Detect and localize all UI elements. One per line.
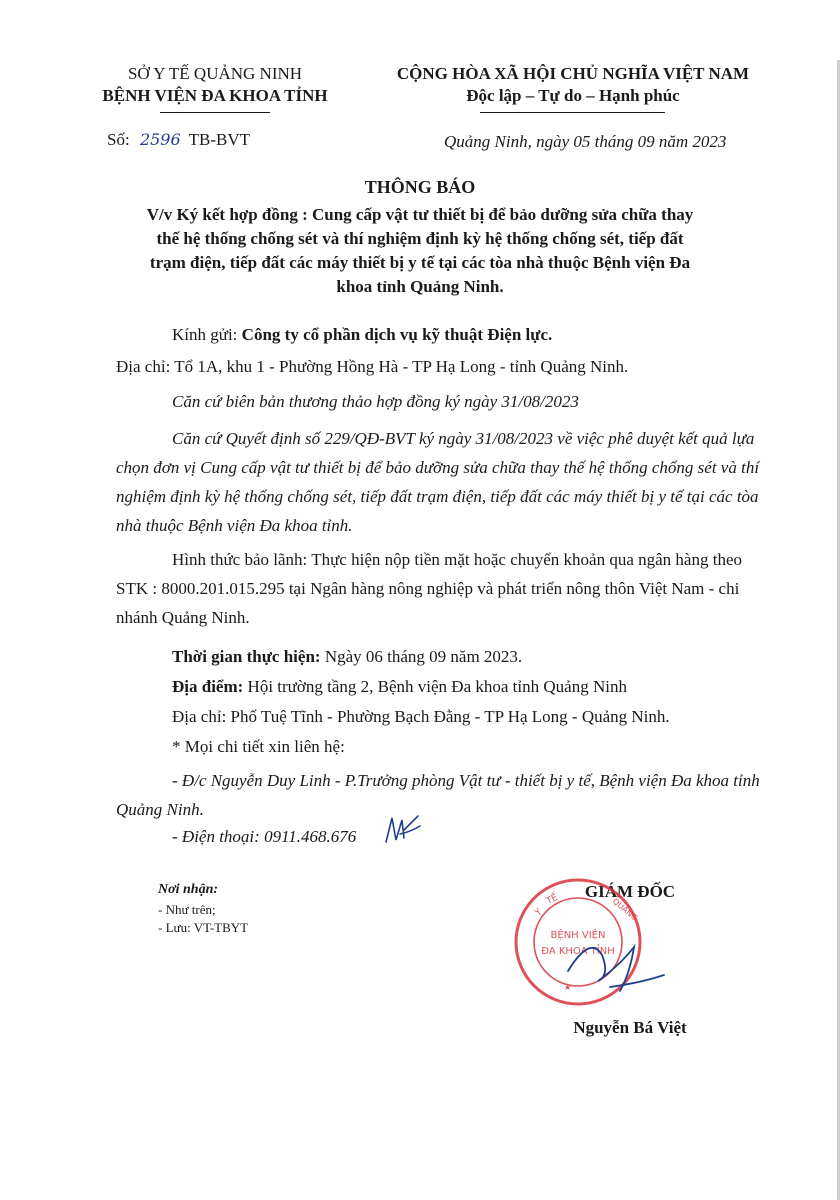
recipient-address: Địa chỉ: Tổ 1A, khu 1 - Phường Hồng Hà - TP Hạ Long - tỉnh Quảng Ninh. <box>116 357 629 376</box>
recipient-label: Kính gửi: <box>172 325 238 344</box>
document-number-handwritten: 2596 <box>139 130 181 149</box>
national-title: CỘNG HÒA XÃ HỘI CHỦ NGHĨA VIỆT NAM <box>396 64 750 83</box>
org-underline <box>160 112 270 113</box>
signer-title: GIÁM ĐỐC <box>584 882 676 901</box>
contact-phone: - Điện thoại: 0911.468.676 <box>172 827 357 846</box>
recipients-item: - Lưu: VT-TBYT <box>158 920 249 935</box>
subject-line: thế hệ thống chống sét và thí nghiệm định kỳ hệ thống chống sét, tiếp đất <box>156 229 684 248</box>
department-name: SỞ Y TẾ QUẢNG NINH <box>127 64 303 83</box>
recipient-line <box>172 325 552 345</box>
svg-text:TẾ: TẾ <box>545 892 560 907</box>
recipients-item: - Như trên; <box>158 902 216 917</box>
document-number-label: Số: <box>107 130 130 149</box>
svg-text:★: ★ <box>564 983 572 992</box>
subject-line: V/v Ký kết hợp đồng : Cung cấp vật tư thiết bị để bảo dưỡng sửa chữa thay <box>146 205 694 224</box>
execution-time-label: Thời gian thực hiện: <box>172 647 321 666</box>
organization-name: BỆNH VIỆN ĐA KHOA TỈNH <box>102 86 328 105</box>
national-motto: Độc lập – Tự do – Hạnh phúc <box>466 86 680 105</box>
legal-basis-1: Căn cứ biên bản thương thảo hợp đồng ký ngày 31/08/2023 <box>172 392 579 411</box>
document-code: TB-BVT <box>188 130 250 149</box>
document-subject <box>0 203 840 299</box>
svg-text:Y: Y <box>533 907 545 919</box>
contact-person: - Đ/c Nguyễn Duy Linh - P.Trưởng phòng Vật tư - thiết bị y tế, Bệnh viện Đa khoa tỉnh Quảng Ninh. <box>116 771 760 819</box>
guarantee-paragraph: Hình thức bảo lãnh: Thực hiện nộp tiền mặt hoặc chuyển khoản qua ngân hàng theo STK : 8000.201.015.295 tại Ngân hàng nông nghiệp và phát triển nông thôn Việt Nam - chi nhánh Quảng Ninh. <box>116 550 742 627</box>
director-signature <box>560 925 670 1005</box>
contact-intro: * Mọi chi tiết xin liên hệ: <box>172 737 345 756</box>
execution-time-value: Ngày 06 tháng 09 năm 2023. <box>324 647 523 666</box>
svg-text:BỆNH VIỆN: BỆNH VIỆN <box>550 930 606 941</box>
venue-address: Địa chỉ: Phố Tuệ Tĩnh - Phường Bạch Đằng - TP Hạ Long - Quảng Ninh. <box>172 707 670 726</box>
place-date: Quảng Ninh, ngày 05 tháng 09 năm 2023 <box>444 132 727 151</box>
svg-text:QUẢNG: QUẢNG <box>610 896 640 923</box>
svg-text:ĐA KHOA TỈNH: ĐA KHOA TỈNH <box>541 946 615 957</box>
motto-underline <box>480 112 665 113</box>
legal-basis-2: Căn cứ Quyết định số 229/QĐ-BVT ký ngày 31/08/2023 về việc phê duyệt kết quả lựa chọn đơn vị Cung cấp vật tư thiết bị để bảo dưỡng sửa chữa thay thế hệ thống chống sét và thí nghiệm định kỳ hệ thống chống sét, tiếp đất trạm điện, tiếp đất các máy thiết bị y tế tại các tòa nhà thuộc Bệnh viện Đa khoa tỉnh. <box>116 429 760 535</box>
signer-name: Nguyễn Bá Việt <box>573 1018 687 1037</box>
venue-value: Hội trường tầng 2, Bệnh viện Đa khoa tỉnh Quảng Ninh <box>247 677 627 696</box>
subject-line: trạm điện, tiếp đất các máy thiết bị y tế tại các tòa nhà thuộc Bệnh viện Đa <box>149 253 691 272</box>
initials-mark <box>382 812 422 848</box>
recipients-title: Nơi nhận: <box>158 882 219 897</box>
venue <box>172 677 627 697</box>
document-number <box>107 130 250 150</box>
document-title: THÔNG BÁO <box>364 177 476 197</box>
venue-label: Địa điểm: <box>172 677 244 696</box>
execution-time <box>172 647 522 667</box>
recipient-name: Công ty cổ phần dịch vụ kỹ thuật Điện lực. <box>241 325 553 344</box>
subject-line: khoa tỉnh Quảng Ninh. <box>336 277 504 296</box>
